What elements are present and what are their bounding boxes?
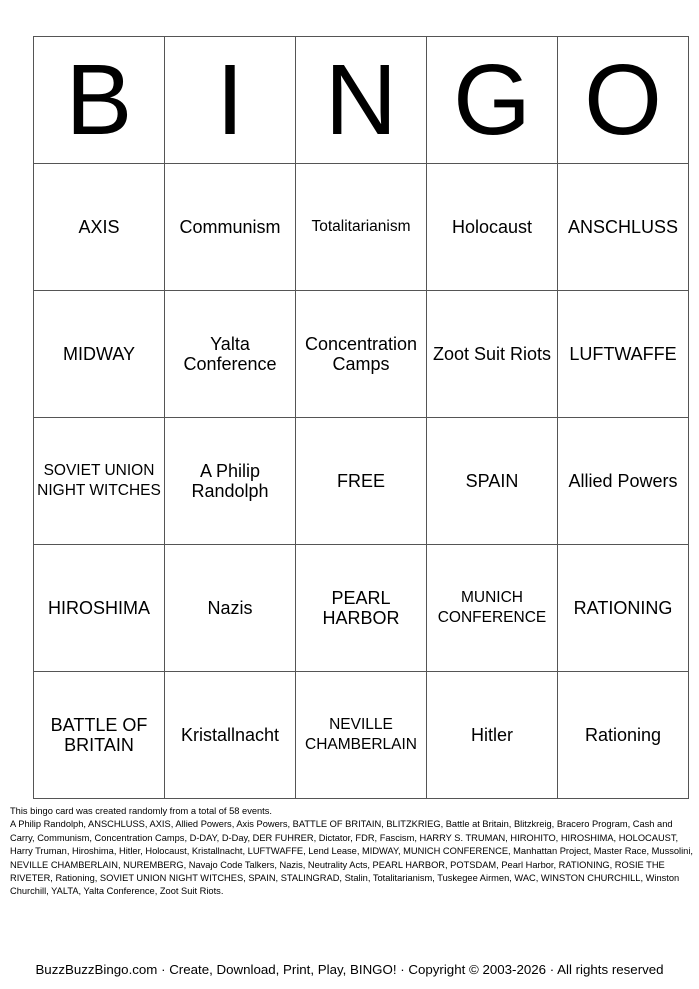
bingo-cell: LUFTWAFFE	[558, 291, 689, 418]
bingo-cell: NEVILLE CHAMBERLAIN	[296, 672, 427, 799]
header-letter-n: N	[296, 37, 427, 164]
bingo-cell: Hitler	[427, 672, 558, 799]
header-letter-i: I	[165, 37, 296, 164]
bingo-cell: Kristallnacht	[165, 672, 296, 799]
bingo-cell: BATTLE OF BRITAIN	[34, 672, 165, 799]
header-row	[34, 37, 689, 164]
bingo-cell: RATIONING	[558, 545, 689, 672]
bingo-cell: Nazis	[165, 545, 296, 672]
bingo-cell: Allied Powers	[558, 418, 689, 545]
event-list: A Philip Randolph, ANSCHLUSS, AXIS, Allied Powers, Axis Powers, BATTLE OF BRITAIN, BLITZKRIEG, Battle at Britain, Blitzkreig, Bracero Program, Cash and Carry, Communism, Concentration Camps, D-DAY, D-Day, DER FUHRER, Dictator, FDR, Fascism, HARRY S. TRUMAN, HIROHITO, HIROSHIMA, HOLOCAUST, Harry Truman, Hiroshima, Hitler, Holocaust, Kristallnacht, LUFTWAFFE, Lend Lease, MIDWAY, MUNICH CONFERENCE, Manhattan Project, Master Race, Mussolini, NEVILLE CHAMBERLAIN, NUREMBERG, Navajo Code Talkers, Nazis, Neutrality Acts, PEARL HARBOR, POTSDAM, Pearl Harbor, RATIONING, ROSIE THE RIVETER, Rationing, SOVIET UNION NIGHT WITCHES, SPAIN, STALINGRAD, Stalin, Totalitarianism, Tuskegee Airmen, WAC, WINSTON CHURCHILL, Winston Churchill, YALTA, Yalta Conference, Zoot Suit Riots.	[10, 819, 693, 897]
bingo-cell: MIDWAY	[34, 291, 165, 418]
bingo-cell: PEARL HARBOR	[296, 545, 427, 672]
card-row	[34, 418, 689, 545]
card-row	[34, 164, 689, 291]
bingo-cell: Rationing	[558, 672, 689, 799]
bingo-cell: AXIS	[34, 164, 165, 291]
bingo-cell: ANSCHLUSS	[558, 164, 689, 291]
card-info	[10, 805, 694, 899]
bingo-cell: SPAIN	[427, 418, 558, 545]
header-letter-o: O	[558, 37, 689, 164]
bingo-cell: Zoot Suit Riots	[427, 291, 558, 418]
card-row	[34, 545, 689, 672]
bingo-cell: MUNICH CONFERENCE	[427, 545, 558, 672]
bingo-cell: HIROSHIMA	[34, 545, 165, 672]
card-summary: This bingo card was created randomly from a total of 58 events.	[10, 806, 272, 816]
header-letter-g: G	[427, 37, 558, 164]
bingo-card	[33, 36, 689, 799]
bingo-cell: A Philip Randolph	[165, 418, 296, 545]
page-footer: BuzzBuzzBingo.com · Create, Download, Print, Play, BINGO! · Copyright © 2003-2026 · All rights reserved	[35, 962, 664, 977]
card-row	[34, 672, 689, 799]
bingo-cell: Communism	[165, 164, 296, 291]
bingo-cell: Totalitarianism	[296, 164, 427, 291]
bingo-cell: SOVIET UNION NIGHT WITCHES	[34, 418, 165, 545]
free-space: FREE	[296, 418, 427, 545]
bingo-cell: Concentration Camps	[296, 291, 427, 418]
bingo-cell: Holocaust	[427, 164, 558, 291]
card-row	[34, 291, 689, 418]
bingo-cell: Yalta Conference	[165, 291, 296, 418]
header-letter-b: B	[34, 37, 165, 164]
